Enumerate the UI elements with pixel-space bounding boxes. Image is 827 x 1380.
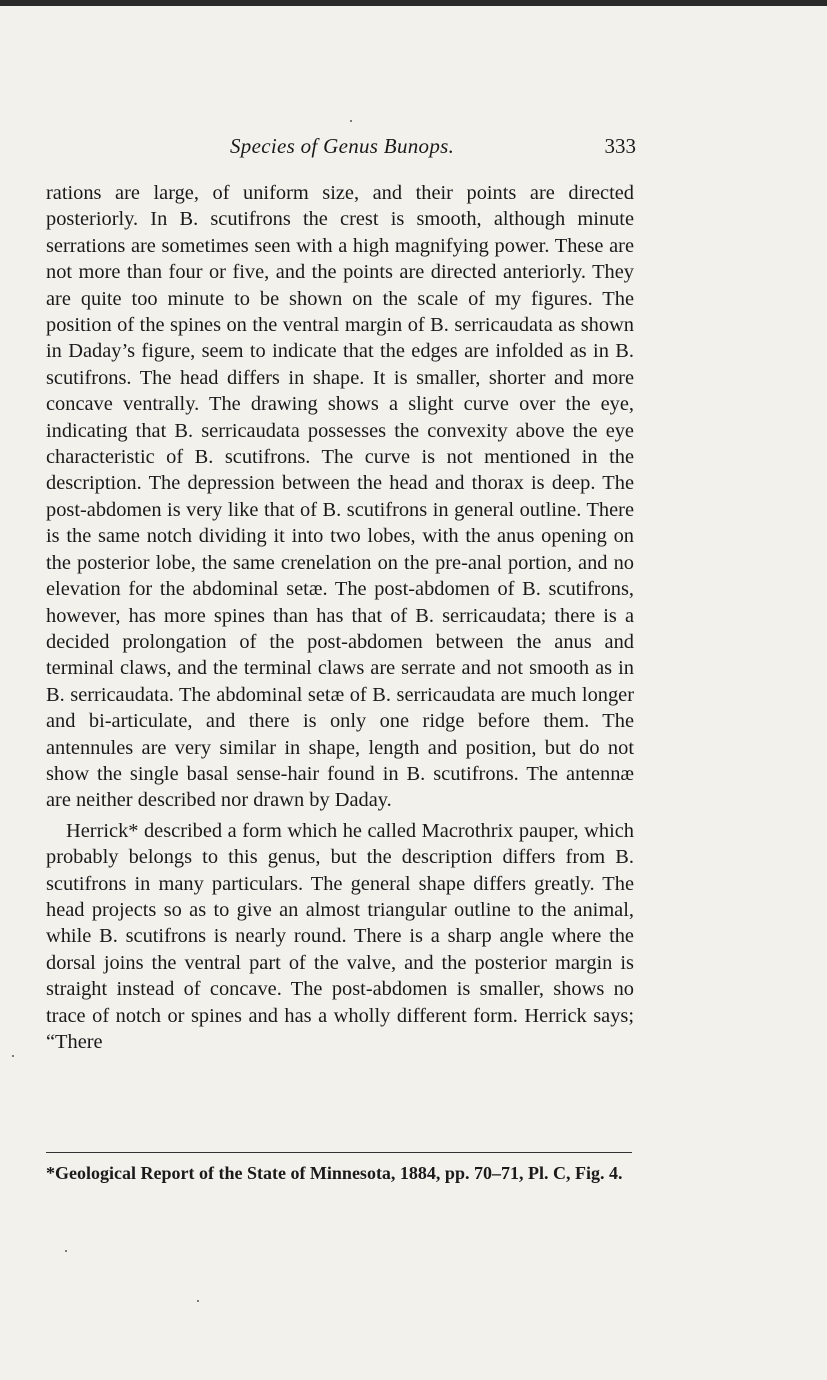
paragraph-continued: rations are large, of uniform size, and their points are directed posteriorly. In B. scutifrons the crest is smooth, although minute serrations are sometimes seen with a high magnifying power. These are not more than four or five, and the points are directed anteriorly. They are quite too minute to be shown on the scale of my figures. The position of the spines on the ventral margin of B. serricaudata as shown in Daday’s figure, seem to indicate that the edges are infolded as in B. scutifrons. The head differs in shape. It is smaller, shorter and more concave ventrally. The drawing shows a slight curve over the eye, indicating that B. serricaudata possesses the convexity above the eye characteristic of B. scutifrons. The curve is not mentioned in the description. The depression between the head and thorax is deep. The post-abdomen is very like that of B. scutifrons in general outline. There is the same notch dividing it into two lobes, with the anus opening on the posterior lobe, the same crenelation on the pre-anal portion, and no elevation for the abdominal setæ. The post-abdomen of B. scutifrons, however, has more spines than has that of B. serricaudata; there is a decided prolongation of the post-abdomen between the anus and terminal claws, and the terminal claws are serrate and not smooth as in B. serricaudata. The abdominal setæ of B. serricaudata are much longer and bi-articulate, and there is only one ridge before them. The antennules are very similar in shape, length and position, but do not show the single basal sense-hair found in B. scutifrons. The antennæ are neither described nor drawn by Daday.	[46, 182, 634, 812]
footnote: *Geological Report of the State of Minnesota, 1884, pp. 70–71, Pl. C, Fig. 4.	[46, 1163, 623, 1183]
scan-speck	[65, 1250, 67, 1252]
body-text	[46, 180, 634, 1055]
page-header	[46, 134, 636, 166]
running-title: Species of Genus Bunops.	[230, 134, 455, 158]
page-number: 333	[604, 134, 636, 158]
page-top-edge	[0, 0, 827, 6]
scan-speck	[12, 1055, 14, 1057]
footnote-rule	[46, 1152, 632, 1153]
scan-speck	[350, 120, 352, 122]
scan-speck	[197, 1300, 199, 1302]
paragraph-herrick: Herrick* described a form which he called Macrothrix pauper, which probably belongs to this genus, but the description differs from B. scutifrons in many particulars. The general shape differs greatly. The head projects so as to give an almost triangular outline to the animal, while B. scutifrons is nearly round. There is a sharp angle where the dorsal joins the ventral part of the valve, and the posterior margin is straight instead of concave. The post-abdomen is smaller, shows no trace of notch or spines and has a wholly different form. Herrick says; “There	[46, 819, 634, 1053]
